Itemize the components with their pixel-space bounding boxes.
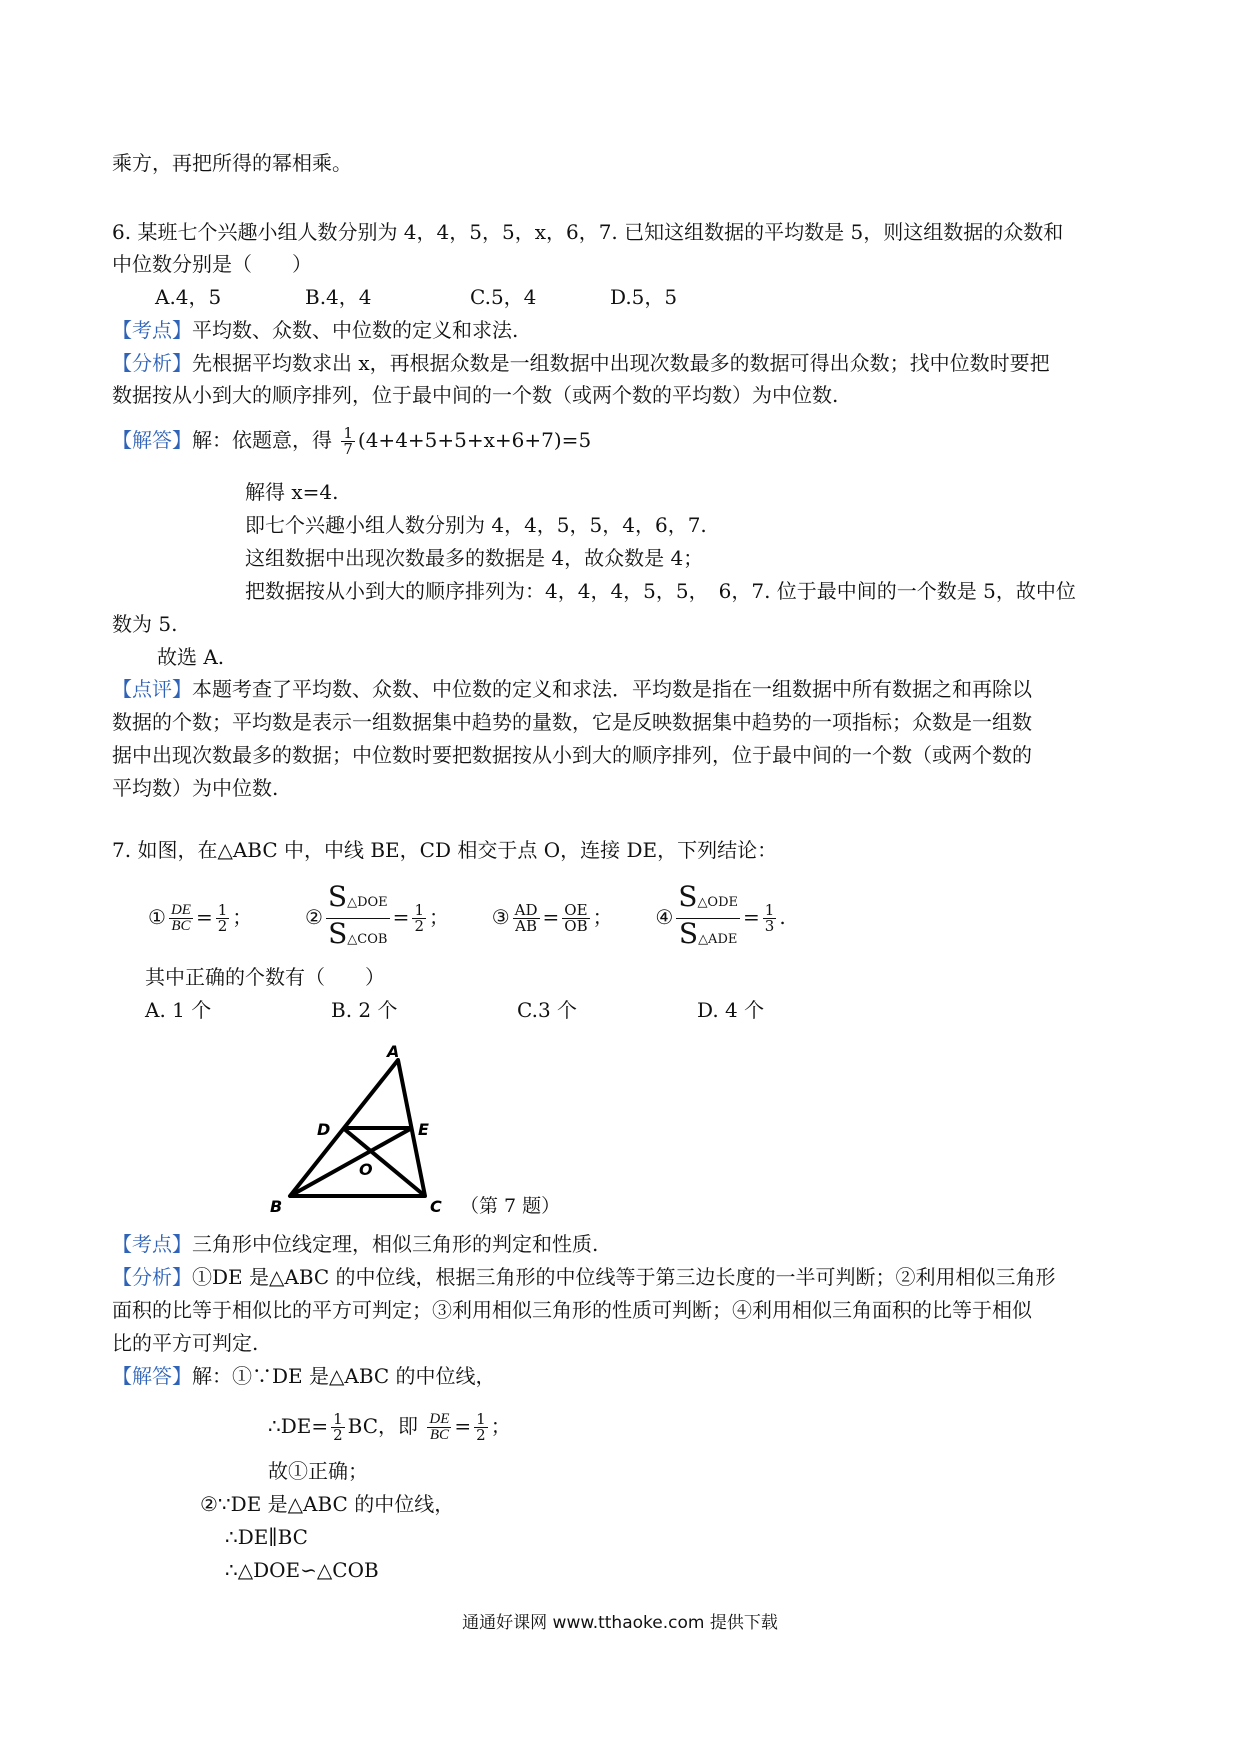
fraction-one-seventh: $\frac{1}{7}$ [343, 424, 353, 458]
q6-kaodian [112, 316, 518, 344]
q7-conclusions [148, 882, 786, 955]
conclusion-3: ③ $\frac{AD}{AB}$ = $\frac{OE}{OB}$ ； [491, 901, 613, 935]
q7-step4: ∴DE∥BC [225, 1525, 308, 1549]
dianping-tag: 【点评】 [112, 677, 192, 701]
q6-step1: 解得 x=4. [245, 480, 339, 504]
q7-fenxi-line3: 比的平方可判定. [112, 1331, 259, 1355]
fenxi-tag: 【分析】 [112, 351, 192, 375]
kaodian-text: 三角形中位线定理，相似三角形的判定和性质. [192, 1232, 599, 1256]
q6-option-a: A.4，5 [155, 285, 222, 309]
jieda-tag: 【解答】 [112, 428, 192, 452]
q7-question: 其中正确的个数有（ ） [145, 965, 385, 989]
conclusion-2: ② $\frac{\text{S△DOE}}{\text{S△COB}}$ = $\frac{1}{2}$ ； [304, 880, 449, 950]
jieda-tag: 【解答】 [112, 1364, 192, 1388]
jieda-expression: (4+4+5+5+x+6+7)=5 [357, 428, 592, 452]
label-b: B [270, 1197, 283, 1216]
q6-step4: 把数据按从小到大的顺序排列为：4，4，4，5，5， 6，7. 位于最中间的一个数是 5，故中位 [245, 579, 1076, 603]
jieda-lead: 解：①∵DE 是△ABC 的中位线， [192, 1364, 496, 1388]
q7-kaodian [112, 1230, 598, 1258]
q6-fenxi-line2: 数据按从小到大的顺序排列，位于最中间的一个数（或两个数的平均数）为中位数. [112, 383, 839, 407]
fenxi-text: 先根据平均数求出 x，再根据众数是一组数据中出现次数最多的数据可得出众数；找中位数时要把 [192, 351, 1050, 375]
q6-step5: 数为 5. [112, 612, 178, 636]
kaodian-tag: 【考点】 [112, 1232, 192, 1256]
q7-step3: ②∵DE 是△ABC 的中位线， [200, 1492, 455, 1516]
label-d: D [317, 1120, 331, 1139]
q7-options [145, 996, 764, 1024]
q6-step2: 即七个兴趣小组人数分别为 4，4，5，5，4，6，7. [245, 513, 707, 537]
q7-step5: ∴△DOE∽△COB [225, 1558, 379, 1582]
q6-options [155, 283, 677, 311]
q6-step3: 这组数据中出现次数最多的数据是 4，故众数是 4； [245, 546, 704, 570]
conclusion-4: ④ $\frac{\text{S△ODE}}{\text{S△ADE}}$ = $\frac{1}{3}$ . [655, 880, 786, 950]
figure-caption: （第 7 题） [460, 1195, 561, 1217]
q7-option-d: D. 4 个 [697, 998, 765, 1022]
q6-dianping-line1 [112, 675, 1032, 703]
q6-stem-line1: 6. 某班七个兴趣小组人数分别为 4，4，5，5，x，6，7. 已知这组数据的平均数是 5，则这组数据的众数和 [112, 220, 1064, 244]
q7-fenxi-line2: 面积的比等于相似比的平方可判定；③利用相似三角形的性质可判断；④利用相似三角面积的比等于相似 [112, 1298, 1032, 1322]
fenxi-tag: 【分析】 [112, 1265, 192, 1289]
q7-option-c: C.3 个 [517, 998, 578, 1022]
q6-answer: 故选 A. [157, 645, 225, 669]
q6-jieda [112, 426, 591, 457]
kaodian-tag: 【考点】 [112, 318, 192, 342]
dianping-text: 本题考查了平均数、众数、中位数的定义和求法．平均数是指在一组数据中所有数据之和再除以 [192, 677, 1032, 701]
q6-dianping-line4: 平均数）为中位数. [112, 776, 279, 800]
label-a: A [387, 1042, 400, 1061]
jieda-lead: 解：依题意，得 [192, 428, 332, 452]
q6-option-d: D.5，5 [610, 285, 678, 309]
q6-fenxi-line1 [112, 349, 1050, 377]
label-c: C [430, 1197, 442, 1216]
q7-fenxi-line1 [112, 1263, 1056, 1291]
q6-dianping-line3: 据中出现次数最多的数据；中位数时要把数据按从小到大的顺序排列，位于最中间的一个数（或两个数的 [112, 743, 1032, 767]
q7-step2: 故①正确； [268, 1459, 368, 1483]
q6-option-c: C.5，4 [470, 285, 537, 309]
fenxi-text: ①DE 是△ABC 的中位线，根据三角形的中位线等于第三边长度的一半可判断；②利用相似三角形 [192, 1265, 1056, 1289]
footer-credit: 通通好课网 www.tthaoke.com 提供下载 [462, 1613, 778, 1633]
q7-jieda [112, 1362, 496, 1390]
median-be [290, 1128, 412, 1196]
q7-option-b: B. 2 个 [331, 998, 398, 1022]
kaodian-text: 平均数、众数、中位数的定义和求法. [192, 318, 519, 342]
conclusion-1: ① $\frac{DE}{BC}$ = $\frac{1}{2}$ ； [148, 901, 253, 935]
label-o: O [359, 1160, 373, 1179]
q7-stem: 7. 如图，在△ABC 中，中线 BE，CD 相交于点 O，连接 DE，下列结论： [112, 838, 778, 862]
q7-step1: ∴DE= $\frac{1}{2}$ BC，即 $\frac{DE}{BC}$ = $\frac{1}{2}$ ； [268, 1410, 511, 1444]
label-e: E [418, 1120, 429, 1139]
q6-stem-line2: 中位数分别是（ ） [112, 252, 312, 276]
q6-option-b: B.4，4 [305, 285, 372, 309]
q6-dianping-line2: 数据的个数；平均数是表示一组数据集中趋势的量数，它是反映数据集中趋势的一项指标；众数是一组数 [112, 710, 1032, 734]
q7-option-a: A. 1 个 [145, 998, 212, 1022]
prev-line: 乘方，再把所得的幂相乘。 [112, 151, 352, 175]
